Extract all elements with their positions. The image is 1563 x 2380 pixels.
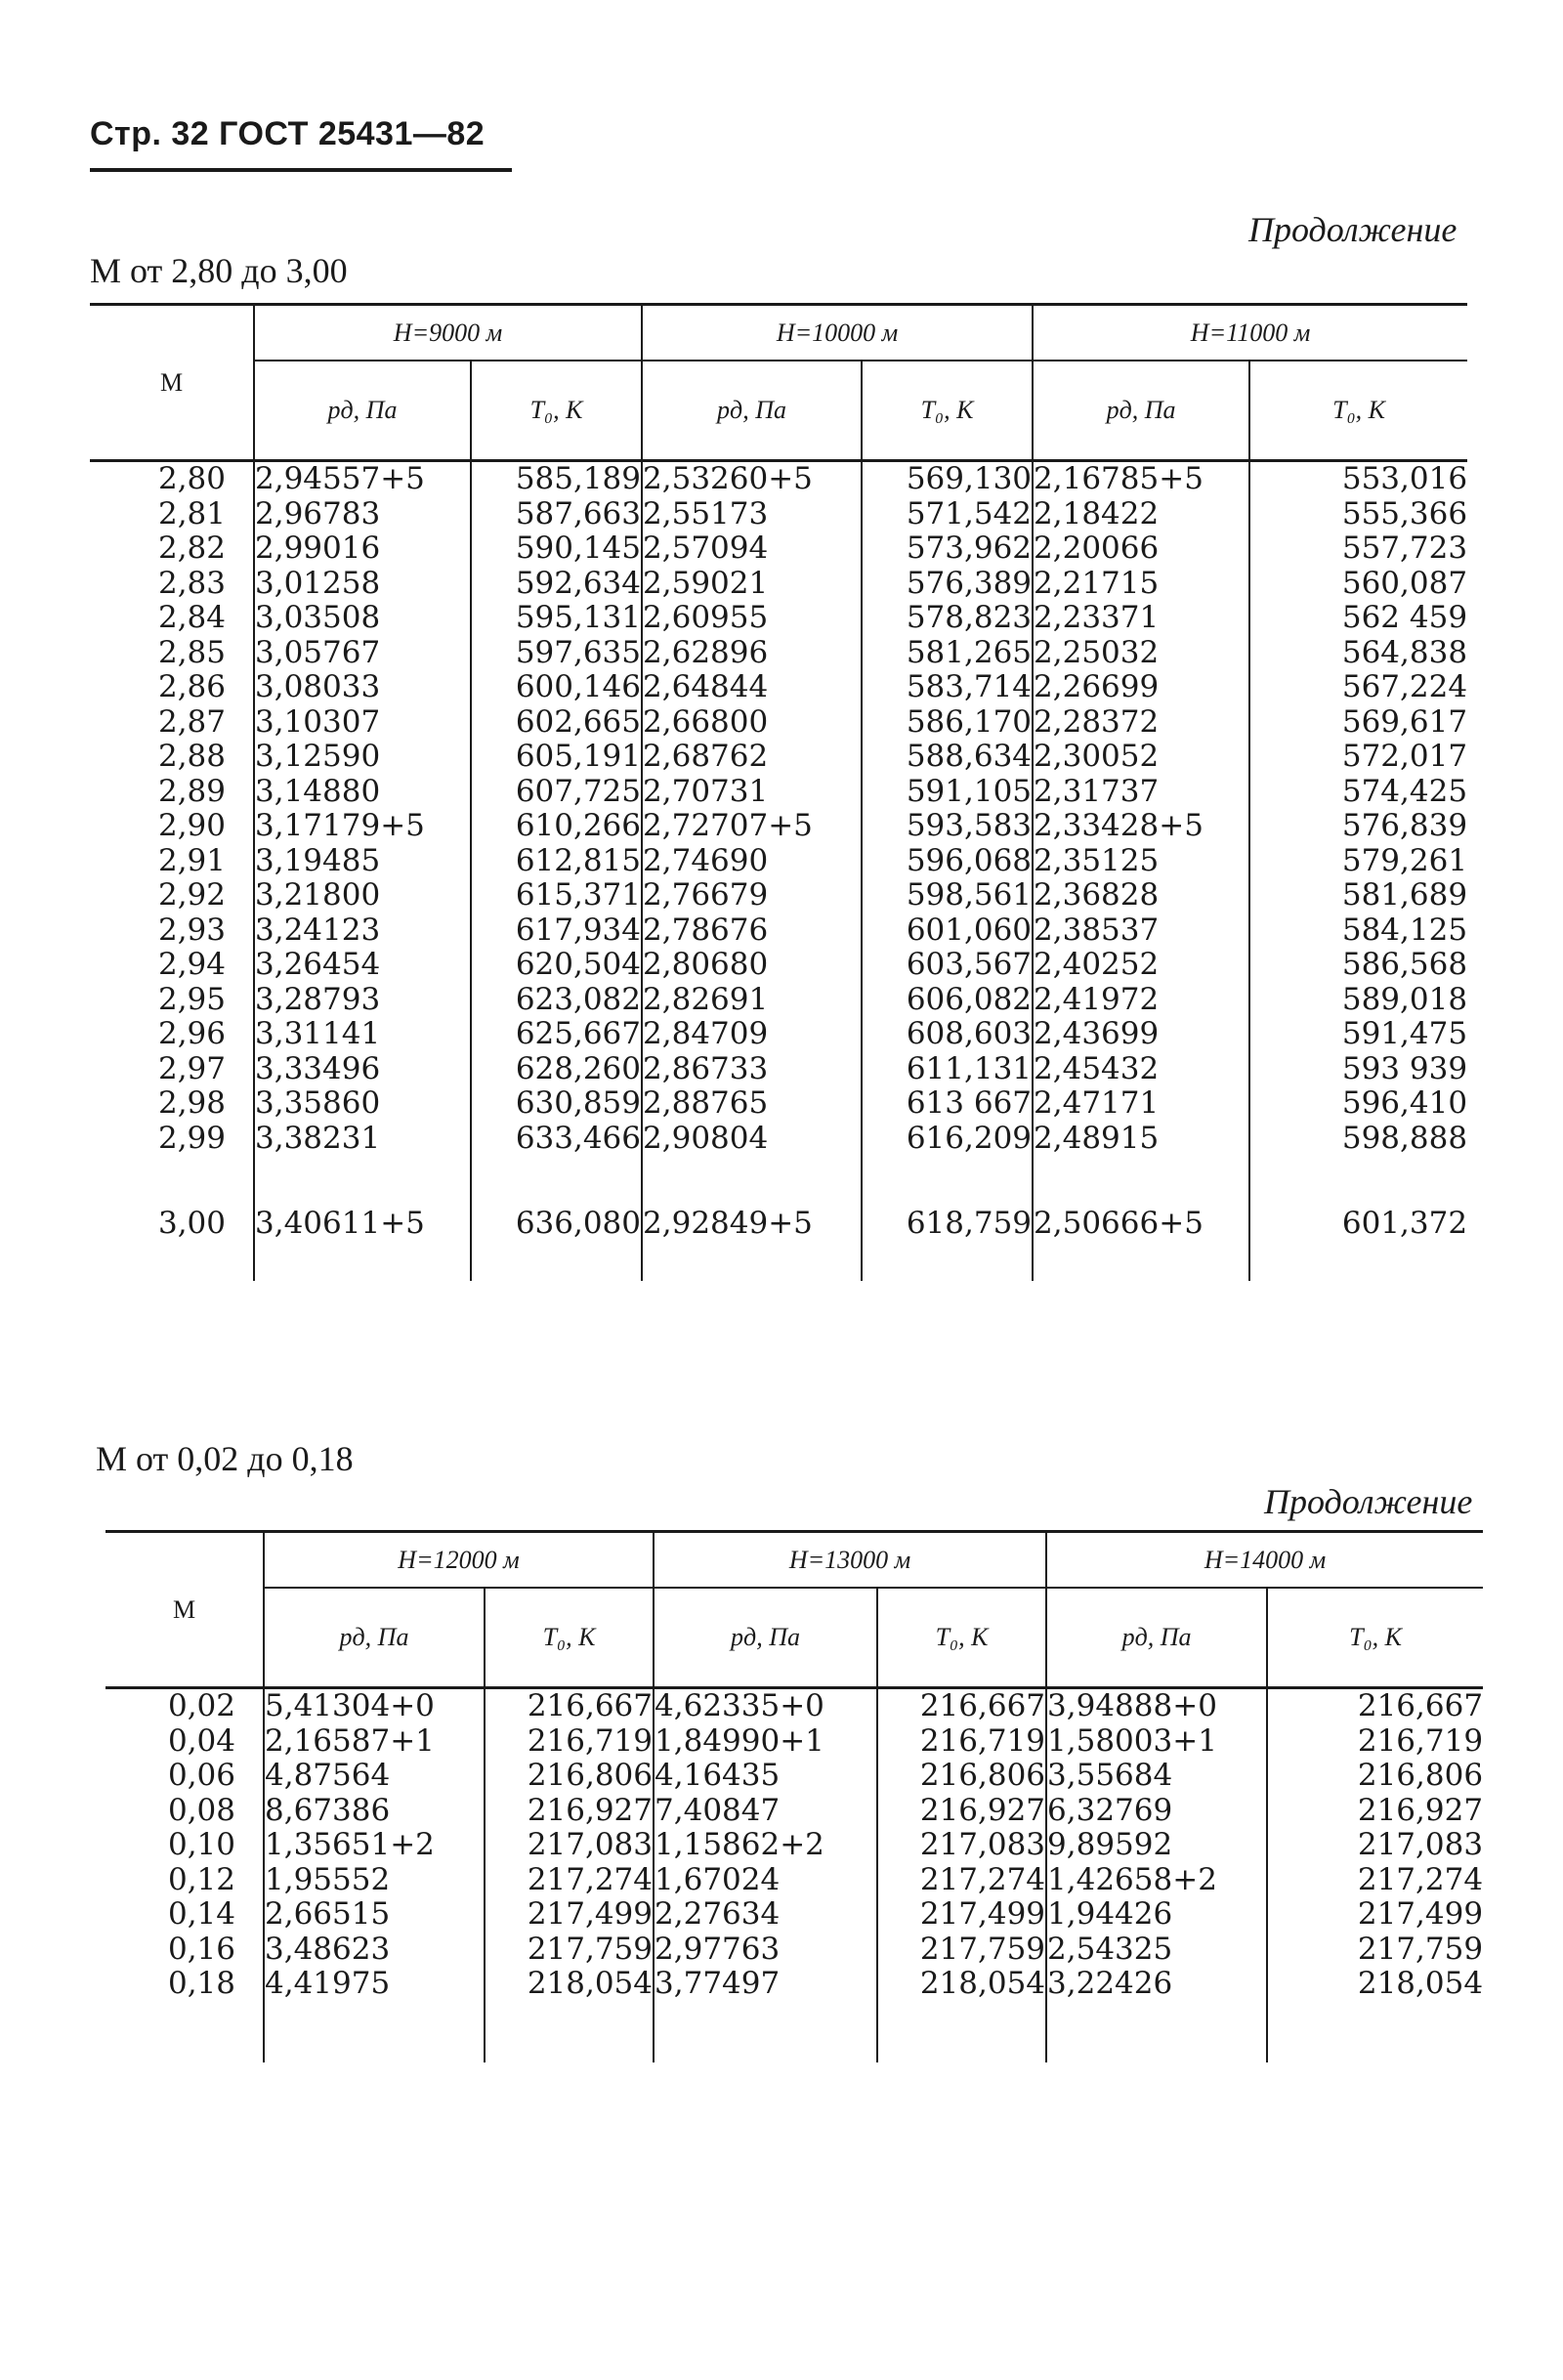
- header-rule: [90, 168, 512, 172]
- temperature-cell: [1249, 461, 1467, 810]
- pressure-value: 3,35860: [255, 1085, 381, 1121]
- temperature-value: 606,082: [906, 981, 1033, 1017]
- temperature-cell: [877, 1688, 1046, 2002]
- mach-value: 2,94: [157, 947, 226, 982]
- pressure-value: 2,76679: [643, 877, 769, 913]
- temperature-cell: [1249, 1156, 1467, 1281]
- temperature-value: 596,410: [1341, 1085, 1468, 1121]
- temperature-value: 567,224: [1341, 669, 1468, 704]
- pressure-value: 2,90804: [643, 1120, 769, 1156]
- pressure-value: 2,64844: [643, 669, 769, 704]
- subheader-temperature: T₀, K: [1267, 1588, 1483, 1688]
- mach-value: 2,90: [157, 808, 226, 843]
- pressure-cell: [642, 461, 862, 810]
- mach-value: 0,02: [167, 1688, 235, 1723]
- pressure-value: 2,38537: [1034, 912, 1160, 948]
- temperature-value: 601,372: [1341, 1206, 1468, 1241]
- pressure-value: 3,01258: [255, 565, 381, 601]
- temperature-cell: [1249, 809, 1467, 1156]
- pressure-value: 2,48915: [1034, 1120, 1160, 1156]
- temperature-value: 603,567: [906, 947, 1033, 982]
- temperature-value: 593,583: [906, 808, 1033, 843]
- temperature-value: 602,665: [515, 703, 642, 740]
- pressure-value: 2,47171: [1034, 1085, 1160, 1121]
- pressure-value: 2,31737: [1034, 773, 1160, 809]
- pressure-value: 2,16785+5: [1034, 461, 1204, 496]
- temperature-value: 585,189: [515, 461, 642, 496]
- mach-cell: [90, 1156, 254, 1281]
- temperature-cell: [485, 1688, 654, 2002]
- pressure-value: 5,41304+0: [265, 1688, 435, 1723]
- temperature-value: 610,266: [515, 808, 642, 843]
- pressure-value: 1,94426: [1047, 1896, 1173, 1932]
- temperature-value: 600,146: [515, 669, 642, 704]
- temperature-value: 217,083: [527, 1827, 654, 1862]
- temperature-value: 217,274: [919, 1861, 1046, 1897]
- temperature-value: 574,425: [1341, 773, 1468, 809]
- temperature-value: 216,806: [919, 1758, 1046, 1793]
- pressure-cell: [642, 1156, 862, 1281]
- temperature-value: 216,719: [527, 1722, 654, 1759]
- temperature-value: 216,667: [1357, 1688, 1484, 1723]
- temperature-value: 573,962: [906, 531, 1033, 566]
- mach-value: 2,87: [157, 703, 226, 740]
- pressure-value: 2,43699: [1034, 1016, 1160, 1051]
- pressure-value: 2,94557+5: [255, 461, 425, 496]
- pressure-value: 3,48623: [265, 1931, 391, 1967]
- mach-value: 2,82: [157, 531, 226, 566]
- mach-value: 0,06: [167, 1758, 235, 1793]
- temperature-value: 597,635: [515, 634, 642, 670]
- temperature-value: 216,667: [527, 1688, 654, 1723]
- pressure-value: 2,30052: [1034, 739, 1160, 774]
- temperature-value: 216,927: [1357, 1792, 1484, 1828]
- pressure-value: 3,40611+5: [255, 1206, 425, 1241]
- pressure-value: 3,26454: [255, 947, 381, 982]
- temperature-value: 625,667: [515, 1016, 642, 1051]
- temperature-value: 216,806: [1357, 1758, 1484, 1793]
- continued-label-1: Продолжение: [1248, 210, 1457, 249]
- temperature-value: 569,130: [906, 461, 1033, 496]
- temperature-value: 572,017: [1341, 739, 1468, 774]
- temperature-cell: [862, 809, 1033, 1156]
- pressure-value: 1,35651+2: [265, 1827, 435, 1862]
- pressure-value: 2,27634: [655, 1896, 781, 1932]
- pressure-value: 1,84990+1: [655, 1722, 824, 1759]
- subheader-temperature: T₀, K: [862, 361, 1033, 461]
- temperature-value: 217,759: [919, 1931, 1046, 1967]
- pressure-value: 3,24123: [255, 912, 381, 948]
- pressure-value: 2,26699: [1034, 669, 1160, 704]
- pressure-value: 2,55173: [643, 495, 769, 531]
- pressure-value: 3,77497: [655, 1966, 781, 2001]
- mach-value: 0,12: [167, 1861, 235, 1897]
- mach-value: 0,16: [167, 1931, 235, 1967]
- temperature-cell: [471, 461, 642, 810]
- temperature-value: 612,815: [515, 842, 642, 878]
- pressure-value: 2,92849+5: [643, 1206, 813, 1241]
- mach-value: 0,04: [167, 1722, 235, 1759]
- pressure-value: 2,80680: [643, 947, 769, 982]
- temperature-value: 217,274: [1357, 1861, 1484, 1897]
- temperature-value: 553,016: [1341, 461, 1468, 496]
- pressure-value: 9,89592: [1047, 1827, 1173, 1862]
- temperature-value: 636,080: [515, 1206, 642, 1241]
- pressure-cell: [1046, 1688, 1267, 2002]
- subheader-pressure: pд, Па: [1033, 361, 1249, 461]
- temperature-value: 586,170: [906, 703, 1033, 740]
- subheader-temperature: T₀, K: [1249, 361, 1467, 461]
- table-2-title: М от 0,02 до 0,18: [96, 1439, 354, 1478]
- temperature-value: 217,499: [527, 1896, 654, 1932]
- pressure-value: 2,53260+5: [643, 461, 813, 496]
- temperature-value: 618,759: [906, 1206, 1033, 1241]
- subheader-pressure: pд, Па: [642, 361, 862, 461]
- mach-value: 2,88: [157, 739, 226, 774]
- pressure-value: 2,88765: [643, 1085, 769, 1121]
- pressure-value: 3,10307: [255, 703, 381, 740]
- pressure-value: 4,62335+0: [655, 1688, 824, 1723]
- temperature-value: 216,927: [527, 1792, 654, 1828]
- pressure-value: 2,70731: [643, 773, 769, 809]
- pressure-cell: [1033, 461, 1249, 810]
- temperature-value: 216,806: [527, 1758, 654, 1793]
- pressure-cell: [1033, 1156, 1249, 1281]
- mach-value: 2,96: [157, 1016, 226, 1051]
- temperature-value: 560,087: [1341, 565, 1468, 601]
- temperature-cell: [1267, 1688, 1483, 2002]
- subheader-temperature: T₀, K: [471, 361, 642, 461]
- pressure-value: 2,84709: [643, 1016, 769, 1051]
- subheader-pressure: pд, Па: [1046, 1588, 1267, 1688]
- pressure-value: 3,12590: [255, 739, 381, 774]
- pressure-value: 3,21800: [255, 877, 381, 913]
- temperature-value: 607,725: [515, 773, 642, 809]
- pressure-value: 2,66515: [265, 1896, 391, 1932]
- pressure-value: 8,67386: [265, 1792, 391, 1828]
- pressure-value: 1,67024: [655, 1861, 781, 1897]
- table-row-block: [106, 1688, 1483, 2002]
- temperature-value: 555,366: [1341, 495, 1468, 531]
- mach-value: 3,00: [157, 1206, 226, 1241]
- table-row-block: [90, 461, 1467, 810]
- mach-value: 2,89: [157, 773, 226, 809]
- temperature-value: 617,934: [515, 912, 642, 948]
- mach-value: 2,91: [157, 842, 226, 878]
- pressure-value: 2,28372: [1034, 703, 1160, 740]
- temperature-value: 601,060: [906, 912, 1033, 948]
- table-spacer-row: [106, 2002, 1483, 2062]
- pressure-value: 3,03508: [255, 600, 381, 635]
- temperature-value: 216,667: [919, 1688, 1046, 1723]
- pressure-value: 3,05767: [255, 634, 381, 670]
- temperature-value: 583,714: [906, 669, 1033, 704]
- mach-cell: [106, 1688, 264, 2002]
- temperature-value: 571,542: [906, 495, 1033, 531]
- temperature-value: 562 459: [1341, 600, 1468, 635]
- mach-cell: [90, 809, 254, 1156]
- pressure-value: 2,50666+5: [1034, 1206, 1204, 1241]
- temperature-value: 615,371: [515, 877, 642, 913]
- temperature-value: 605,191: [515, 739, 642, 774]
- pressure-value: 2,25032: [1034, 634, 1160, 670]
- temperature-value: 587,663: [515, 495, 642, 531]
- temperature-cell: [471, 809, 642, 1156]
- temperature-value: 217,759: [1357, 1931, 1484, 1967]
- pressure-value: 2,74690: [643, 842, 769, 878]
- temperature-value: 217,759: [527, 1931, 654, 1967]
- pressure-value: 2,99016: [255, 531, 381, 566]
- temperature-value: 217,499: [1357, 1896, 1484, 1932]
- temperature-value: 596,068: [906, 842, 1033, 878]
- pressure-value: 4,41975: [265, 1966, 391, 2001]
- pressure-value: 2,21715: [1034, 565, 1160, 601]
- pressure-value: 2,45432: [1034, 1050, 1160, 1086]
- mach-value: 2,85: [157, 634, 226, 670]
- temperature-value: 620,504: [515, 947, 642, 982]
- group-header-h11000: H=11000 м: [1033, 305, 1467, 361]
- m-column-header: М: [106, 1532, 264, 1688]
- continued-label-2: Продолжение: [1264, 1482, 1473, 1521]
- temperature-value: 608,603: [906, 1016, 1033, 1051]
- temperature-value: 569,617: [1341, 703, 1468, 740]
- temperature-value: 633,466: [515, 1120, 642, 1156]
- pressure-value: 2,33428+5: [1034, 808, 1204, 843]
- pressure-value: 4,87564: [265, 1758, 391, 1793]
- temperature-value: 557,723: [1341, 531, 1468, 566]
- temperature-cell: [862, 1156, 1033, 1281]
- table-row-block: [90, 1156, 1467, 1281]
- pressure-value: 2,60955: [643, 600, 769, 635]
- mach-value: 2,84: [157, 600, 226, 635]
- group-header-h14000: H=14000 м: [1046, 1532, 1483, 1589]
- mach-value: 2,83: [157, 565, 226, 601]
- pressure-value: 6,32769: [1047, 1792, 1173, 1828]
- m-column-header: М: [90, 305, 254, 461]
- mach-value: 2,86: [157, 669, 226, 704]
- mach-value: 2,92: [157, 877, 226, 913]
- pressure-value: 3,94888+0: [1047, 1688, 1217, 1723]
- pressure-value: 2,68762: [643, 739, 769, 774]
- pressure-value: 2,57094: [643, 531, 769, 566]
- temperature-value: 588,634: [906, 739, 1033, 774]
- pressure-value: 2,40252: [1034, 947, 1160, 982]
- temperature-cell: [471, 1156, 642, 1281]
- temperature-value: 217,499: [919, 1896, 1046, 1932]
- table-2: [106, 1530, 1483, 2062]
- temperature-value: 598,888: [1341, 1120, 1468, 1156]
- temperature-cell: [862, 461, 1033, 810]
- pressure-cell: [654, 1688, 877, 2002]
- temperature-value: 217,083: [1357, 1827, 1484, 1862]
- pressure-value: 3,28793: [255, 981, 381, 1017]
- temperature-value: 581,689: [1341, 877, 1468, 913]
- subheader-pressure: pд, Па: [264, 1588, 485, 1688]
- temperature-value: 613 667: [906, 1085, 1033, 1121]
- temperature-value: 590,145: [515, 531, 642, 566]
- pressure-value: 2,97763: [655, 1931, 781, 1967]
- group-header-h13000: H=13000 м: [654, 1532, 1046, 1589]
- mach-value: 2,95: [157, 981, 226, 1017]
- temperature-value: 578,823: [906, 600, 1033, 635]
- pressure-value: 4,16435: [655, 1758, 781, 1793]
- temperature-value: 216,927: [919, 1792, 1046, 1828]
- pressure-value: 1,42658+2: [1047, 1861, 1217, 1897]
- mach-value: 0,14: [167, 1896, 235, 1932]
- temperature-value: 564,838: [1341, 634, 1468, 670]
- pressure-value: 2,78676: [643, 912, 769, 948]
- temperature-value: 217,274: [527, 1861, 654, 1897]
- temperature-value: 579,261: [1341, 842, 1468, 878]
- table-1-title: М от 2,80 до 3,00: [90, 251, 348, 290]
- temperature-value: 616,209: [906, 1120, 1033, 1156]
- temperature-value: 592,634: [515, 565, 642, 601]
- temperature-value: 216,719: [919, 1722, 1046, 1759]
- subheader-pressure: pд, Па: [254, 361, 471, 461]
- mach-value: 0,08: [167, 1792, 235, 1828]
- mach-value: 2,93: [157, 912, 226, 948]
- mach-value: 0,10: [167, 1827, 235, 1862]
- table-row-block: [90, 809, 1467, 1156]
- pressure-cell: [264, 1688, 485, 2002]
- mach-value: 2,81: [157, 495, 226, 531]
- temperature-value: 218,054: [919, 1966, 1046, 2001]
- temperature-value: 623,082: [515, 981, 642, 1017]
- temperature-value: 586,568: [1341, 947, 1468, 982]
- temperature-value: 593 939: [1341, 1050, 1468, 1086]
- subheader-temperature: T₀, K: [485, 1588, 654, 1688]
- pressure-value: 3,19485: [255, 842, 381, 878]
- pressure-value: 2,66800: [643, 703, 769, 740]
- temperature-value: 628,260: [515, 1050, 642, 1086]
- pressure-cell: [254, 1156, 471, 1281]
- pressure-value: 7,40847: [655, 1792, 781, 1828]
- page-header: Стр. 32 ГОСТ 25431—82: [90, 115, 486, 152]
- group-header-h9000: H=9000 м: [254, 305, 642, 361]
- pressure-value: 2,59021: [643, 565, 769, 601]
- pressure-value: 2,16587+1: [265, 1722, 435, 1759]
- subheader-temperature: T₀, K: [877, 1588, 1046, 1688]
- pressure-value: 3,33496: [255, 1050, 381, 1086]
- pressure-value: 2,82691: [643, 981, 769, 1017]
- pressure-value: 1,15862+2: [655, 1827, 824, 1862]
- temperature-value: 581,265: [906, 634, 1033, 670]
- pressure-cell: [1033, 809, 1249, 1156]
- temperature-value: 218,054: [1357, 1966, 1484, 2001]
- temperature-value: 218,054: [527, 1966, 654, 2001]
- pressure-value: 2,36828: [1034, 877, 1160, 913]
- pressure-value: 2,20066: [1034, 531, 1160, 566]
- pressure-value: 3,38231: [255, 1120, 381, 1156]
- pressure-value: 3,17179+5: [255, 808, 425, 843]
- temperature-value: 576,389: [906, 565, 1033, 601]
- mach-cell: [90, 461, 254, 810]
- mach-value: 2,80: [157, 461, 226, 496]
- pressure-cell: [254, 809, 471, 1156]
- temperature-value: 216,719: [1357, 1722, 1484, 1759]
- group-header-h10000: H=10000 м: [642, 305, 1033, 361]
- temperature-value: 611,131: [906, 1050, 1033, 1086]
- pressure-value: 2,41972: [1034, 981, 1160, 1017]
- pressure-value: 2,72707+5: [643, 808, 813, 843]
- temperature-value: 591,475: [1341, 1016, 1468, 1051]
- pressure-value: 2,35125: [1034, 842, 1160, 878]
- temperature-value: 595,131: [515, 600, 642, 635]
- pressure-value: 3,22426: [1047, 1966, 1173, 2001]
- temperature-value: 630,859: [515, 1085, 642, 1121]
- pressure-value: 2,18422: [1034, 495, 1160, 531]
- pressure-value: 3,08033: [255, 669, 381, 704]
- temperature-value: 589,018: [1341, 981, 1468, 1017]
- pressure-value: 1,95552: [265, 1861, 391, 1897]
- subheader-pressure: pд, Па: [654, 1588, 877, 1688]
- temperature-value: 217,083: [919, 1827, 1046, 1862]
- temperature-value: 598,561: [906, 877, 1033, 913]
- pressure-value: 3,31141: [255, 1016, 381, 1051]
- group-header-h12000: H=12000 м: [264, 1532, 654, 1589]
- pressure-value: 2,86733: [643, 1050, 769, 1086]
- mach-value: 2,97: [157, 1050, 226, 1086]
- mach-value: 0,18: [167, 1966, 235, 2001]
- pressure-value: 1,58003+1: [1047, 1722, 1217, 1759]
- temperature-value: 591,105: [906, 773, 1033, 809]
- temperature-value: 584,125: [1341, 912, 1468, 948]
- pressure-cell: [254, 461, 471, 810]
- pressure-value: 3,14880: [255, 773, 381, 809]
- pressure-value: 2,54325: [1047, 1931, 1173, 1967]
- pressure-value: 2,96783: [255, 495, 381, 531]
- table-1: [90, 303, 1467, 1281]
- pressure-cell: [642, 809, 862, 1156]
- pressure-value: 3,55684: [1047, 1758, 1173, 1793]
- temperature-value: 576,839: [1341, 808, 1468, 843]
- mach-value: 2,98: [157, 1085, 226, 1121]
- mach-value: 2,99: [157, 1120, 226, 1156]
- pressure-value: 2,23371: [1034, 600, 1160, 635]
- pressure-value: 2,62896: [643, 634, 769, 670]
